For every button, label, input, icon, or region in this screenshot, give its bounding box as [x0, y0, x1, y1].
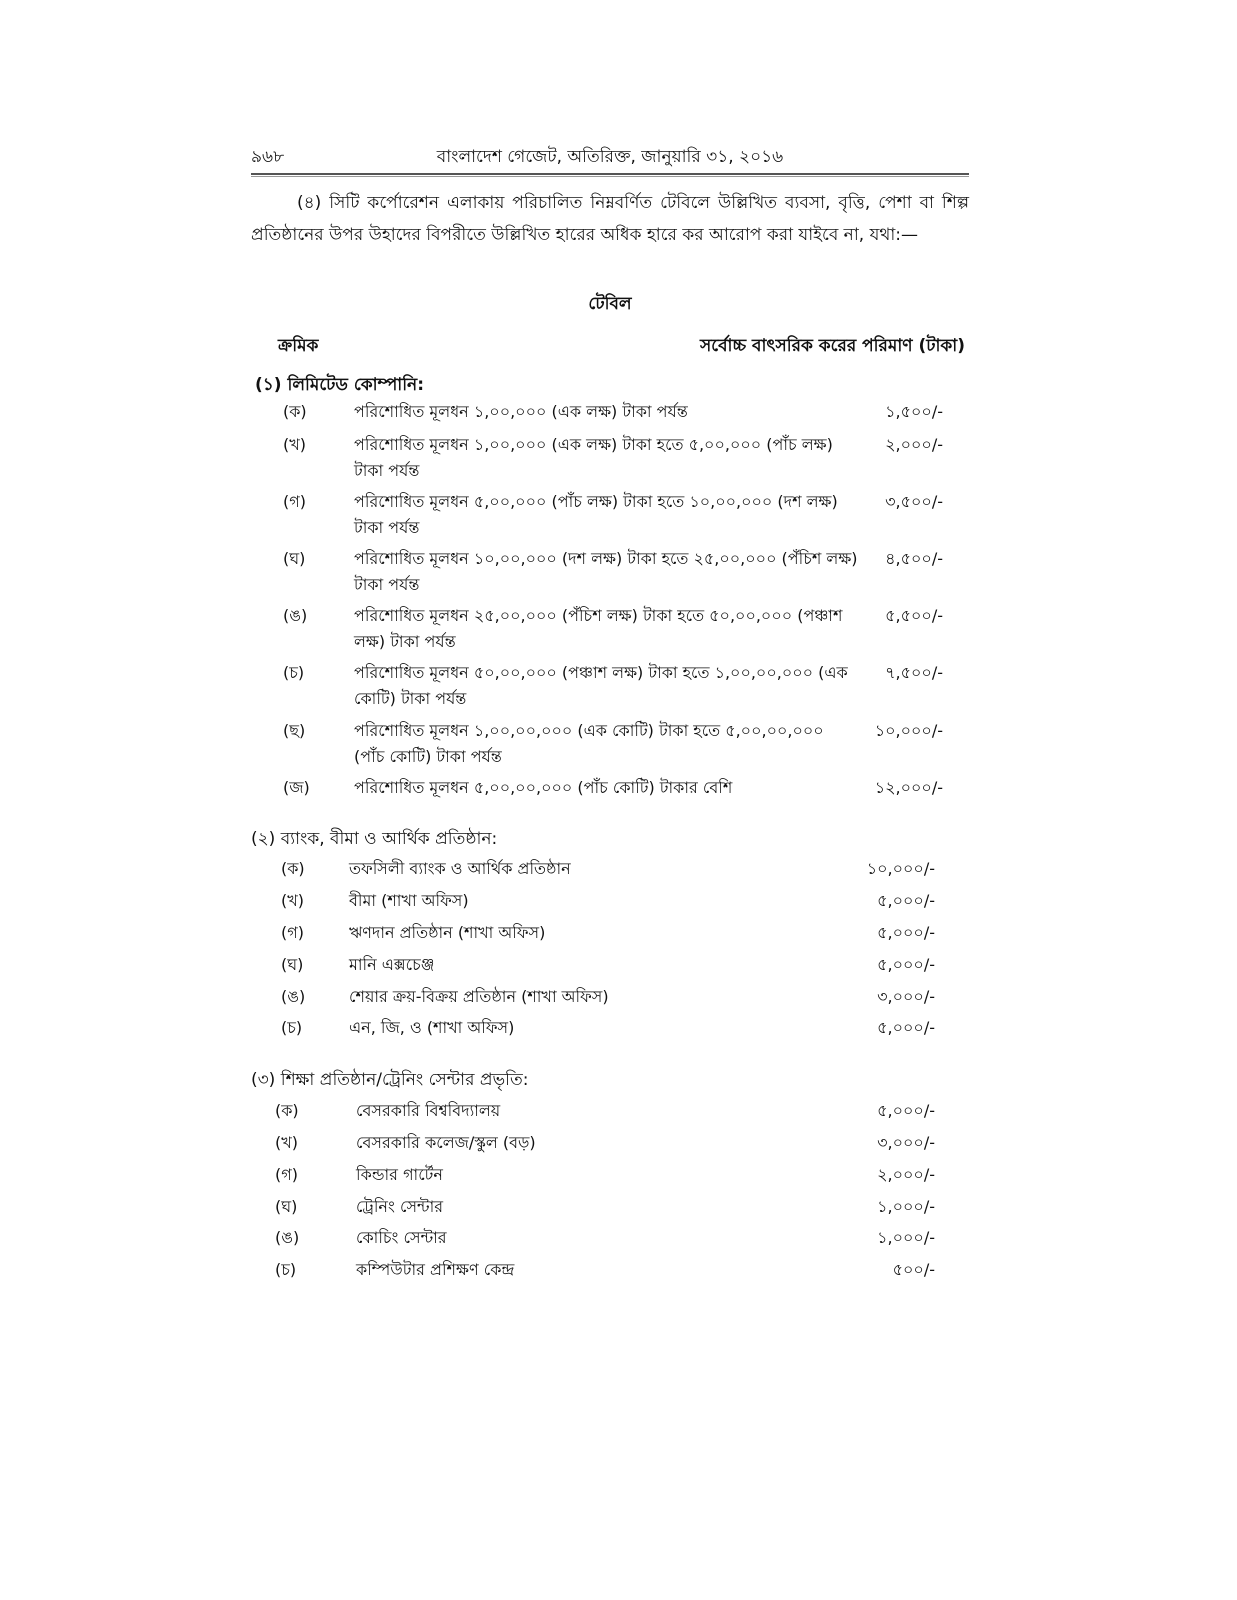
gazette-title: বাংলাদেশ গেজেট, অতিরিক্ত, জানুয়ারি ৩১, ২০১৬ [436, 147, 784, 167]
row-label: (ছ) [283, 721, 306, 740]
row-label: (ক) [281, 859, 305, 878]
section-title-bank-insurance: (২) ব্যাংক, বীমা ও আর্থিক প্রতিষ্ঠান: [251, 829, 498, 849]
row-amount: ৫০০/- [892, 1260, 935, 1279]
row-amount: ২,০০০/- [885, 435, 943, 454]
row-description: পরিশোধিত মূলধন ১,০০,০০০ (এক লক্ষ) টাকা পর্যন্ত [354, 402, 688, 421]
row-amount: ৩,৫০০/- [885, 492, 943, 511]
row-amount: ৩,০০০/- [877, 987, 935, 1006]
row-description: ট্রেনিং সেন্টার [356, 1197, 444, 1216]
row-label: (ঙ) [283, 606, 308, 625]
row-label: (ঙ) [275, 1228, 300, 1247]
row-description: পরিশোধিত মূলধন ২৫,০০,০০০ (পঁচিশ লক্ষ) টাকা হতে ৫০,০০,০০০ (পঞ্চাশ লক্ষ) টাকা পর্যন্ত [354, 606, 843, 651]
row-amount: ৫,০০০/- [877, 891, 935, 910]
row-label: (ঘ) [281, 955, 304, 974]
row-description: ঋণদান প্রতিষ্ঠান (শাখা অফিস) [349, 923, 546, 942]
header-rule [251, 173, 969, 175]
section-title-limited-company: (১) লিমিটেড কোম্পানি: [255, 375, 425, 395]
page-number: ৯৬৮ [251, 147, 285, 167]
row-amount: ১,৫০০/- [885, 402, 943, 421]
row-label: (খ) [281, 891, 304, 910]
row-description: কোচিং সেন্টার [356, 1228, 447, 1247]
row-description: শেয়ার ক্রয়-বিক্রয় প্রতিষ্ঠান (শাখা অফিস) [349, 987, 609, 1006]
row-description: তফসিলী ব্যাংক ও আর্থিক প্রতিষ্ঠান [349, 859, 571, 878]
row-amount: ৫,০০০/- [877, 1101, 935, 1120]
row-amount: ৩,০০০/- [877, 1133, 935, 1152]
row-description: পরিশোধিত মূলধন ১,০০,০০০ (এক লক্ষ) টাকা হতে ৫,০০,০০০ (পাঁচ লক্ষ) টাকা পর্যন্ত [354, 435, 833, 480]
header-rule-thin [251, 176, 969, 177]
column-header-amount: সর্বোচ্চ বাৎসরিক করের পরিমাণ (টাকা) [700, 336, 965, 356]
row-label: (ঙ) [281, 987, 306, 1006]
row-amount: ৭,৫০০/- [885, 663, 943, 682]
row-description: বেসরকারি বিশ্ববিদ্যালয় [356, 1101, 501, 1120]
row-label: (ক) [283, 402, 307, 421]
row-amount: ১০,০০০/- [866, 859, 935, 878]
row-label: (গ) [283, 492, 306, 511]
row-amount: ৪,৫০০/- [885, 549, 943, 568]
row-amount: ২,০০০/- [877, 1165, 935, 1184]
row-description: পরিশোধিত মূলধন ৫০,০০,০০০ (পঞ্চাশ লক্ষ) টাকা হতে ১,০০,০০,০০০ (এক কোটি) টাকা পর্যন্ত [354, 663, 848, 708]
row-amount: ১,০০০/- [877, 1197, 935, 1216]
row-amount: ৫,০০০/- [877, 1018, 935, 1037]
intro-paragraph: (৪) সিটি কর্পোরেশন এলাকায় পরিচালিত নিম্নবর্ণিত টেবিলে উল্লিখিত ব্যবসা, বৃত্তি, পেশা বা শিল্প প্রতিষ্ঠানের উপর উহাদের বিপরীতে উল্লিখিত হারের অধিক হারে কর আরোপ করা যাইবে না, যথা:— [251, 193, 969, 245]
row-label: (গ) [281, 923, 304, 942]
page-header [251, 146, 969, 168]
row-description: পরিশোধিত মূলধন ১০,০০,০০০ (দশ লক্ষ) টাকা হতে ২৫,০০,০০০ (পঁচিশ লক্ষ) টাকা পর্যন্ত [354, 549, 858, 594]
row-label: (গ) [275, 1165, 298, 1184]
row-label: (ঘ) [275, 1197, 298, 1216]
row-description: বেসরকারি কলেজ/স্কুল (বড়) [356, 1133, 536, 1152]
row-amount: ৫,০০০/- [877, 923, 935, 942]
row-amount: ১০,০০০/- [874, 721, 943, 740]
row-label: (চ) [281, 1018, 303, 1037]
section-title-education: (৩) শিক্ষা প্রতিষ্ঠান/ট্রেনিং সেন্টার প্রভৃতি: [251, 1070, 529, 1090]
row-description: এন, জি, ও (শাখা অফিস) [349, 1018, 515, 1037]
row-label: (জ) [283, 778, 310, 797]
row-label: (চ) [275, 1260, 297, 1279]
column-header-serial: ক্রমিক [278, 336, 319, 356]
row-amount: ১২,০০০/- [874, 778, 943, 797]
row-description: মানি এক্সচেঞ্জ [349, 955, 435, 974]
row-label: (চ) [283, 663, 305, 682]
row-amount: ৫,০০০/- [877, 955, 935, 974]
row-amount: ৫,৫০০/- [885, 606, 943, 625]
row-description: পরিশোধিত মূলধন ৫,০০,০০০ (পাঁচ লক্ষ) টাকা হতে ১০,০০,০০০ (দশ লক্ষ) টাকা পর্যন্ত [354, 492, 838, 537]
row-description: কিন্ডার গার্টেন [356, 1165, 443, 1184]
table-title: টেবিল [588, 294, 632, 314]
row-label: (খ) [283, 435, 306, 454]
row-label: (ক) [275, 1101, 299, 1120]
row-description: বীমা (শাখা অফিস) [349, 891, 469, 910]
row-description: কম্পিউটার প্রশিক্ষণ কেন্দ্র [356, 1260, 515, 1279]
row-label: (খ) [275, 1133, 298, 1152]
row-amount: ১,০০০/- [877, 1228, 935, 1247]
row-label: (ঘ) [283, 549, 306, 568]
row-description: পরিশোধিত মূলধন ৫,০০,০০,০০০ (পাঁচ কোটি) টাকার বেশি [354, 778, 733, 797]
row-description: পরিশোধিত মূলধন ১,০০,০০,০০০ (এক কোটি) টাকা হতে ৫,০০,০০,০০০ (পাঁচ কোটি) টাকা পর্যন্ত [354, 721, 824, 766]
